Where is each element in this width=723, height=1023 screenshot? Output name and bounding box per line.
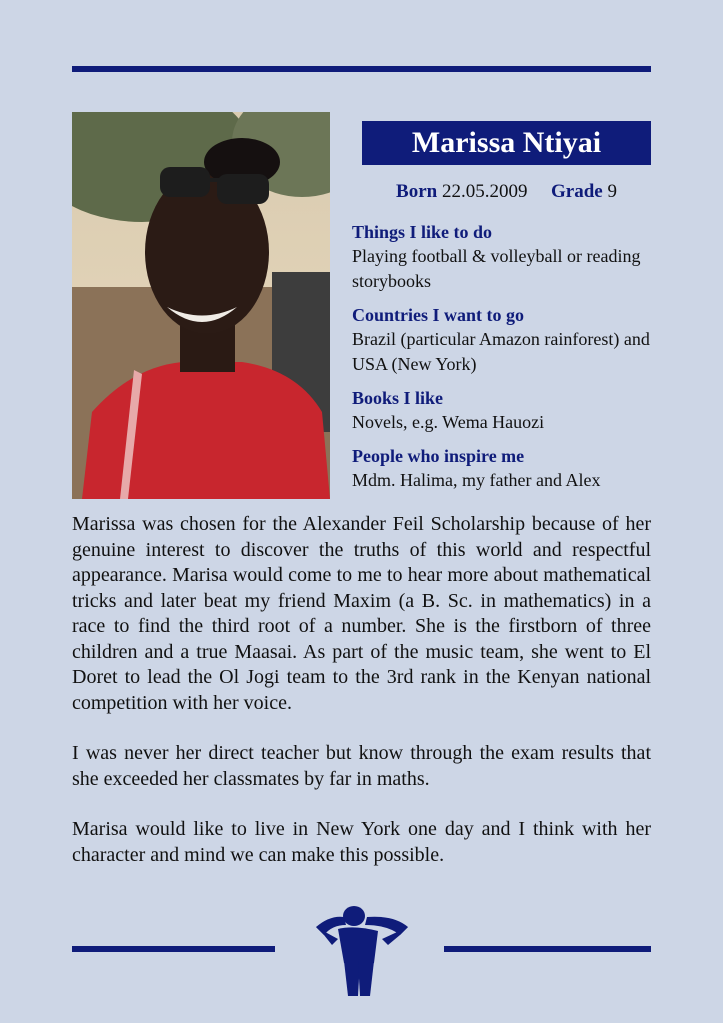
fact-heading: Books I like xyxy=(352,388,444,408)
paragraph: Marisa would like to live in New York one day and I think with her character and mind we can make this possible. xyxy=(72,818,651,866)
bottom-left-divider xyxy=(72,946,275,952)
fact-text: Mdm. Halima, my father and Alex xyxy=(352,470,601,490)
paragraph: Marissa was chosen for the Alexander Feil Scholarship because of her genuine interest to discover the truths of this world and respectful appearance. Marisa would come to me to hear more about mathematical tricks and later beat my friend Maxim (a B. Sc. in mathematics) in a race to find the third root of a number. She is the firstborn of three children and a true Maasai. As part of the music team, she went to El Doret to lead the Ol Jogi team to the 3rd rank in the Kenyan national competition with her voice. xyxy=(72,513,651,714)
fact-heading: Things I like to do xyxy=(352,222,493,242)
fact-text: Brazil (particular Amazon rainforest) and USA (New York) xyxy=(352,329,650,374)
born-label: Born xyxy=(396,181,438,202)
fact-text: Playing football & volleyball or reading storybooks xyxy=(352,246,641,291)
fact-hobbies xyxy=(352,220,657,294)
fact-countries xyxy=(352,303,657,377)
person-silhouette-icon xyxy=(312,905,412,997)
paragraph: I was never her direct teacher but know through the exam results that she exceeded her classmates by far in maths. xyxy=(72,742,651,790)
grade-value: 9 xyxy=(607,181,617,202)
fact-books xyxy=(352,386,657,435)
top-divider xyxy=(72,66,651,72)
facts-list xyxy=(352,220,657,502)
fact-heading: Countries I want to go xyxy=(352,305,525,325)
fact-inspiration xyxy=(352,444,657,493)
fact-heading: People who inspire me xyxy=(352,446,525,466)
fact-text: Novels, e.g. Wema Hauozi xyxy=(352,412,545,432)
recommendation-text xyxy=(72,512,651,893)
student-name: Marissa Ntiyai xyxy=(362,121,651,165)
born-value: 22.05.2009 xyxy=(441,181,528,202)
grade-label: Grade xyxy=(550,181,603,202)
bottom-right-divider xyxy=(444,946,651,952)
profile-photo xyxy=(72,112,330,499)
student-meta xyxy=(362,181,651,203)
